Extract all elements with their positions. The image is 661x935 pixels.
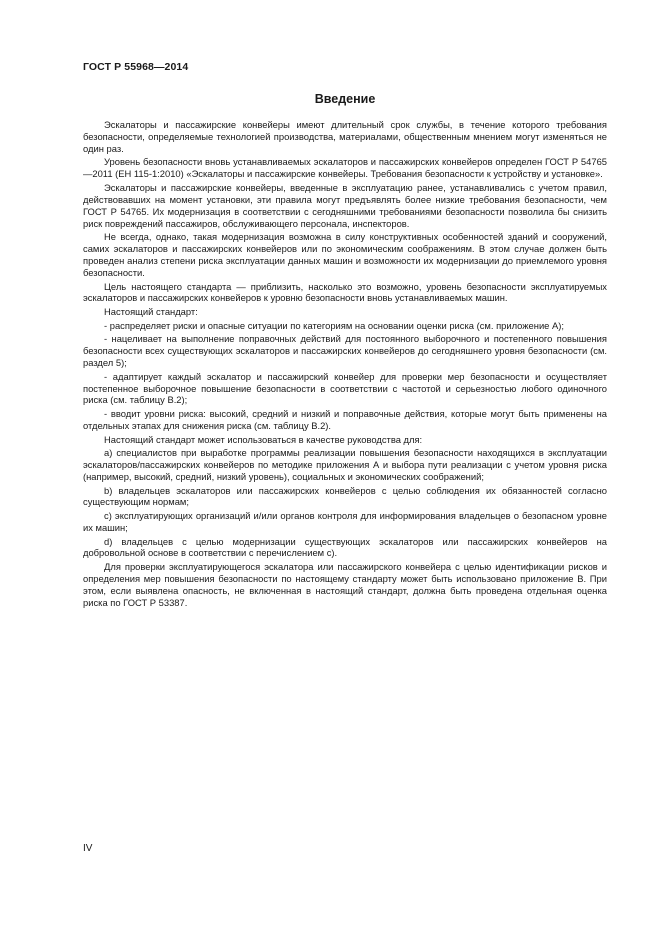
list-item: - вводит уровни риска: высокий, средний и низкий и поправочные действия, которые могут быть применены на отдельных этапах для снижения риска (см. таблицу В.2). [83, 408, 607, 431]
paragraph: Эскалаторы и пассажирские конвейеры, введенные в эксплуатацию ранее, устанавливались с учетом правил, действовавших на момент установки, эти правила могут предъявлять более низкие требования безопасности, чем ГОСТ Р 54765. Их модернизация в соответствии с сегодняшними требованиями безопасности позволила бы снизить риск повреждений пассажиров, обслуживающего персонала, инспекторов. [83, 181, 607, 229]
list-item: - распределяет риски и опасные ситуации по категориям на основании оценки риска (см. приложение А); [104, 319, 564, 331]
section-title: Введение [314, 92, 376, 106]
paragraph: Для проверки эксплуатирующегося эскалатора или пассажирского конвейера с целью идентификации рисков и определения мер повышения безопасности по настоящему стандарту может быть использовано приложение В. При этом, если выявлена опасность, не включенная в настоящий стандарт, должна быть проведена отдельная оценка риска по ГОСТ Р 53387. [83, 561, 607, 608]
paragraph: Не всегда, однако, такая модернизация возможна в силу конструктивных особенностей зданий и сооружений, самих эскалаторов и пассажирских конвейеров или по экономическим соображениям. В этом случае должен быть проведен анализ степени риска эксплуатации данных машин и возможности их модернизации до приемлемого уровня безопасности. [83, 231, 607, 278]
list-item: - адаптирует каждый эскалатор и пассажирский конвейер для проверки мер безопасности и осуществляет постепенное выборочное повышение безопасности в соответствии с частотой и серьезностью любого одиночного риска (см. таблицу В.2); [83, 370, 607, 406]
section-body [83, 119, 607, 610]
paragraph: Уровень безопасности вновь устанавливаемых эскалаторов и пассажирских конвейеров определен ГОСТ Р 54765—2011 (ЕН 115-1:2010) «Эскалаторы и пассажирские конвейеры. Требования безопасности к устройству и установке». [83, 156, 607, 180]
page-number: IV [83, 843, 93, 854]
list-item: c) эксплуатирующих организаций и/или органов контроля для информирования владельцев о безопасном уровне их машин; [83, 510, 607, 533]
list-item: d) владельцев с целью модернизации существующих эскалаторов или пассажирских конвейеров на добровольной основе в соответствии с перечислением с). [83, 535, 607, 559]
list-item: - нацеливает на выполнение поправочных действий для постоянного выборочного и постепенного повышения безопасности всех существующих эскалаторов и пассажирских конвейеров до сегодняшнего уровня безопасности (см. раздел 5); [83, 333, 607, 369]
paragraph: Настоящий стандарт может использоваться в качестве руководства для: [104, 433, 423, 445]
paragraph: Цель настоящего стандарта — приблизить, насколько это возможно, уровень безопасности эксплуатируемых эскалаторов и пассажирских конвейеров к уровню безопасности вновь устанавливаемых машин. [83, 280, 607, 304]
list-item: a) специалистов при выработке программы реализации повышения безопасности находящихся в эксплуатации эскалаторов/пассажирских конвейеров по методике приложения А и выбора пути реализации с учетом уровня риска (например, высокий, средний, низкий уровень), социальных и экономических соображений; [83, 447, 607, 482]
document-code-header: ГОСТ Р 55968—2014 [83, 61, 189, 73]
list-item: b) владельцев эскалаторов или пассажирских конвейеров с целью соблюдения их обязанностей согласно существующим нормам; [83, 484, 607, 508]
paragraph: Эскалаторы и пассажирские конвейеры имеют длительный срок службы, в течение которого требования безопасности, определяемые технологией производства, материалами, общественным мнением могут изменяться не один раз. [83, 119, 607, 154]
paragraph: Настоящий стандарт: [104, 306, 198, 318]
